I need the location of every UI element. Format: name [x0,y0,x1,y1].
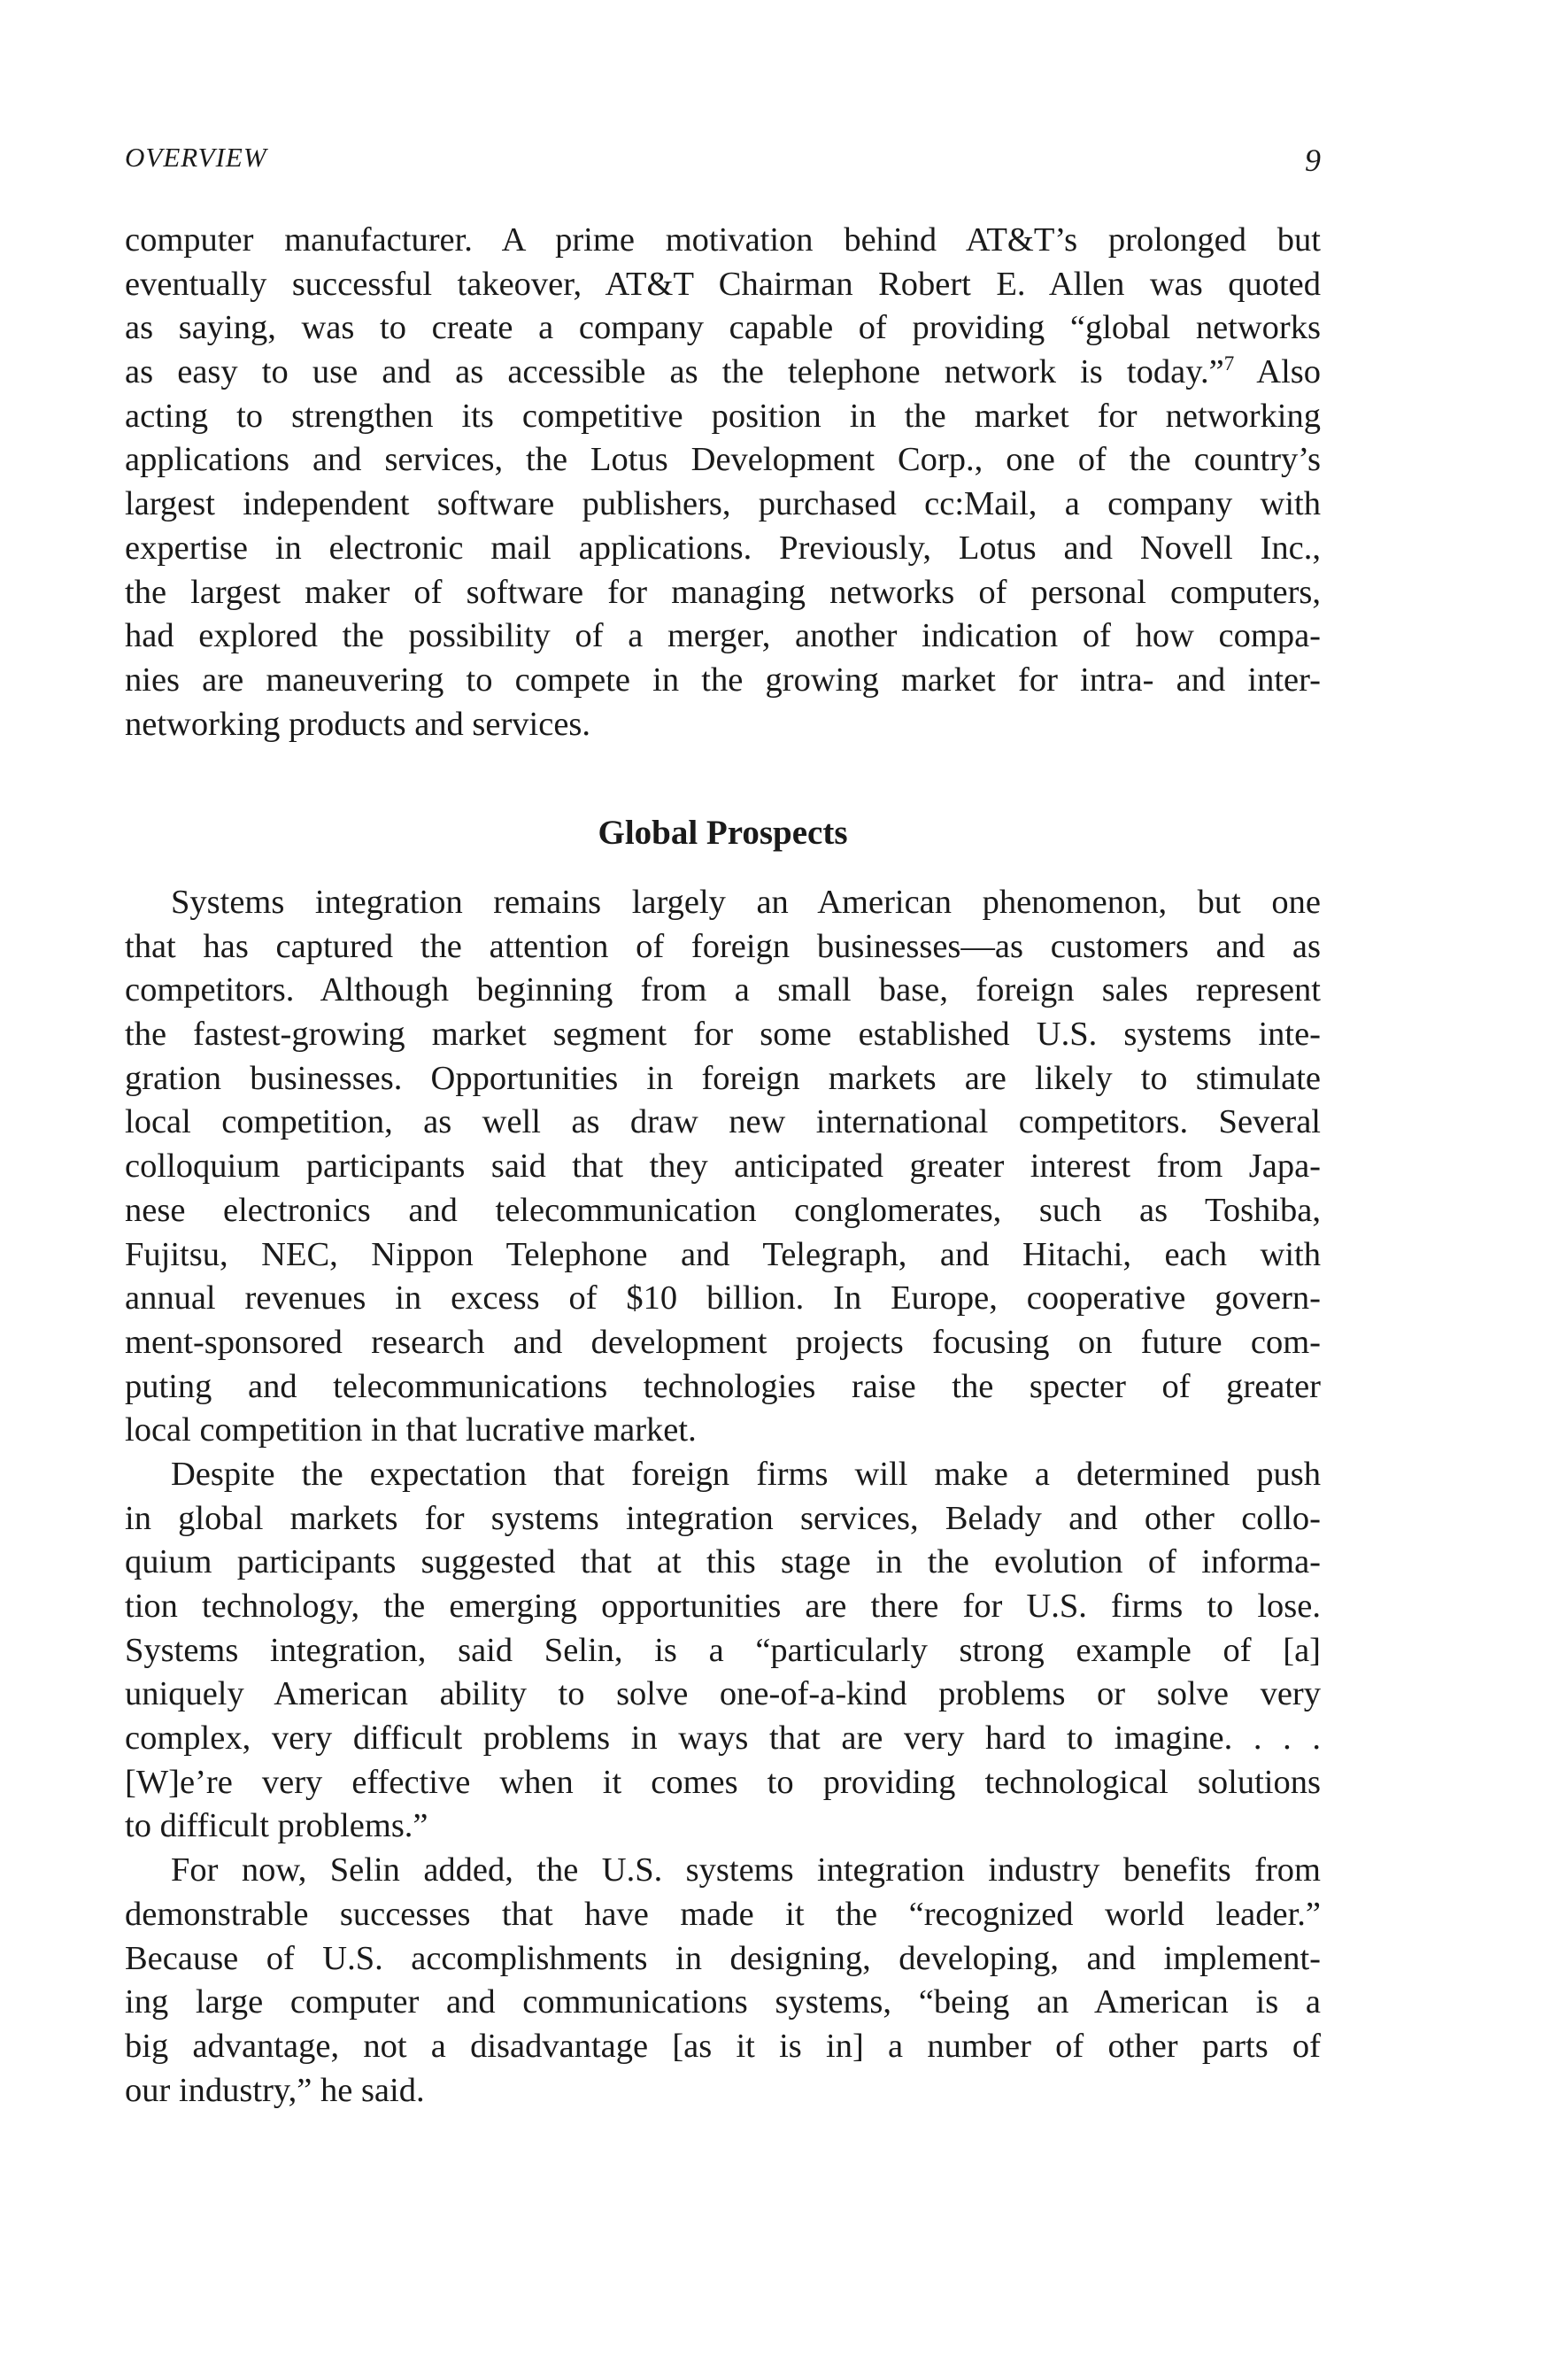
running-header [125,142,1321,181]
text-line: had explored the possibility of a merger, another indication of how compa- [125,617,1321,655]
text-line: as easy to use and as accessible as the telephone network is today.”$^7$ Also [125,352,1321,391]
text-line: nese electronics and telecommunication conglomerates, such as Toshiba, [125,1191,1321,1229]
text-line: quium participants suggested that at this stage in the evolution of informa- [125,1543,1321,1581]
text-line: to difficult problems.” [125,1807,428,1845]
paragraph [125,219,1321,746]
text-line: Because of U.S. accomplishments in designing, developing, and implement- [125,1939,1321,1977]
text-line: Fujitsu, NEC, Nippon Telephone and Telegraph, and Hitachi, each with [125,1235,1321,1273]
text-line: puting and telecommunications technologies raise the specter of greater [125,1367,1321,1405]
text-line: annual revenues in excess of $10 billion. In Europe, cooperative govern- [125,1279,1321,1318]
text-line: applications and services, the Lotus Development Corp., one of the country’s [125,441,1321,479]
paragraph [125,881,1321,1453]
text-line: demonstrable successes that have made it the “recognized world leader.” [125,1895,1321,1933]
text-line: [W]e’re very effective when it comes to providing technological solutions [125,1763,1321,1801]
text-line: Despite the expectation that foreign firms will make a determined push [171,1455,1321,1493]
text-line: largest independent software publishers, purchased cc:Mail, a company with [125,485,1321,523]
text-line: the fastest-growing market segment for some established U.S. systems inte- [125,1016,1321,1054]
body-text-before [125,219,1321,746]
text-line: For now, Selin added, the U.S. systems integration industry benefits from [171,1851,1321,1889]
text-line: colloquium participants said that they anticipated greater interest from Japa- [125,1148,1321,1186]
text-line: gration businesses. Opportunities in foreign markets are likely to stimulate [125,1059,1321,1097]
text-line: local competition in that lucrative market. [125,1411,697,1449]
text-line: computer manufacturer. A prime motivation behind AT&T’s prolonged but [125,221,1321,259]
running-head-title: OVERVIEW [125,142,267,173]
text-line: complex, very difficult problems in ways that are very hard to imagine. . . . [125,1719,1321,1758]
text-line: expertise in electronic mail applications. Previously, Lotus and Novell Inc., [125,529,1321,567]
page-number: 9 [1305,143,1321,178]
paragraph [125,1453,1321,1849]
text-line: our industry,” he said. [125,2071,425,2109]
text-line: Systems integration remains largely an American phenomenon, but one [171,884,1321,921]
text-line: that has captured the attention of foreign businesses—as customers and as [125,927,1321,965]
text-line: acting to strengthen its competitive position in the market for networking [125,397,1321,435]
body-text-after [125,881,1321,2113]
text-line: as saying, was to create a company capable of providing “global networks [125,309,1321,347]
text-line: uniquely American ability to solve one-of-a-kind problems or solve very [125,1675,1321,1713]
text-line: ment-sponsored research and development projects focusing on future com- [125,1323,1321,1361]
text-line: nies are maneuvering to compete in the growing market for intra- and inter- [125,661,1321,699]
paragraph [125,1849,1321,2113]
text-line: big advantage, not a disadvantage [as it is in] a number of other parts of [125,2027,1321,2065]
section-heading: Global Prospects [598,814,848,852]
text-line: networking products and services. [125,705,591,743]
text-line: Systems integration, said Selin, is a “particularly strong example of [a] [125,1631,1321,1669]
text-line: eventually successful takeover, AT&T Chairman Robert E. Allen was quoted [125,265,1321,303]
text-line: competitors. Although beginning from a small base, foreign sales represent [125,971,1321,1009]
footnote-marker: 7 [1223,352,1235,375]
text-line: local competition, as well as draw new international competitors. Several [125,1103,1321,1141]
text-line: in global markets for systems integration services, Belady and other collo- [125,1499,1321,1537]
text-line: tion technology, the emerging opportunities are there for U.S. firms to lose. [125,1588,1321,1625]
text-line: the largest maker of software for managing networks of personal computers, [125,573,1321,611]
text-line: ing large computer and communications systems, “being an American is a [125,1983,1321,2021]
